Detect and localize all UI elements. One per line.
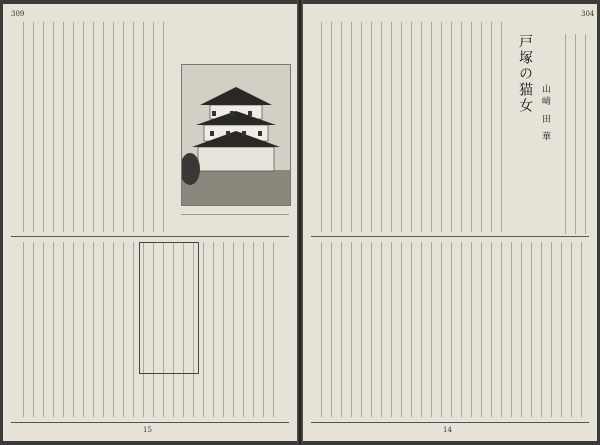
right-footer-number: 14 — [443, 426, 452, 434]
article-author: 山﨑 田 華 — [540, 84, 550, 144]
right-footer-rule — [311, 422, 589, 423]
left-footer-rule — [11, 422, 289, 423]
photo-caption-rule — [181, 214, 289, 215]
right-intro-text-block — [559, 34, 589, 234]
left-footer-number: 15 — [143, 426, 152, 434]
article-title: 戸塚の猫女 — [517, 34, 533, 114]
castle-illustration — [182, 65, 290, 205]
left-page — [3, 4, 297, 441]
left-page-number: 309 — [11, 10, 25, 18]
right-upper-text-block — [311, 22, 507, 232]
right-page-number: 304 — [581, 10, 595, 18]
left-boxed-column — [139, 242, 199, 374]
right-mid-rule — [311, 236, 589, 237]
castle-photo — [181, 64, 291, 206]
right-page — [303, 4, 597, 441]
left-top-text-block — [13, 22, 173, 232]
left-mid-rule — [11, 236, 289, 237]
right-lower-text-block — [311, 242, 589, 417]
